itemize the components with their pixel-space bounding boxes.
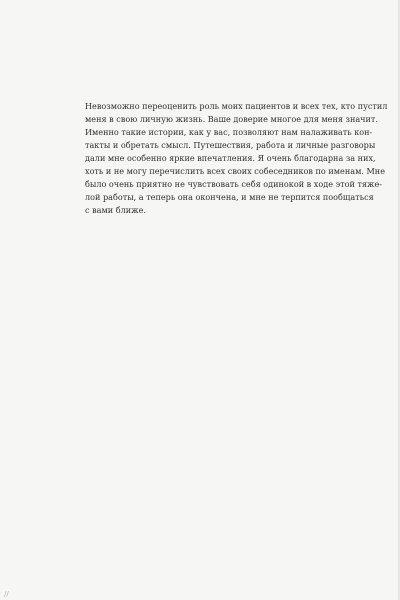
paragraph-line: лой работы, а теперь она окончена, и мне не терпится пообщаться [85, 192, 374, 202]
paragraph-line: было очень приятно не чувствовать себя одинокой в ходе этой тяже- [85, 179, 382, 189]
paragraph-line: Именно такие истории, как у вас, позволяют нам налаживать кон- [85, 127, 373, 137]
acknowledgement-paragraph [85, 100, 388, 217]
paragraph-line: с вами ближе. [85, 205, 146, 215]
paragraph-line: Невозможно переоценить роль моих пациентов и всех тех, кто пустил [85, 101, 388, 111]
corner-mark: // [4, 590, 9, 598]
paragraph-line: меня в свою личную жизнь. Ваше доверие многое для меня значит. [85, 114, 378, 124]
paragraph-line: хоть и не могу перечислить всех своих собеседников по именам. Мне [85, 166, 385, 176]
paragraph-line: дали мне особенно яркие впечатления. Я очень благодарна за них, [85, 153, 376, 163]
paragraph-line: такты и обретать смысл. Путешествия, работа и личные разговоры [85, 140, 376, 150]
